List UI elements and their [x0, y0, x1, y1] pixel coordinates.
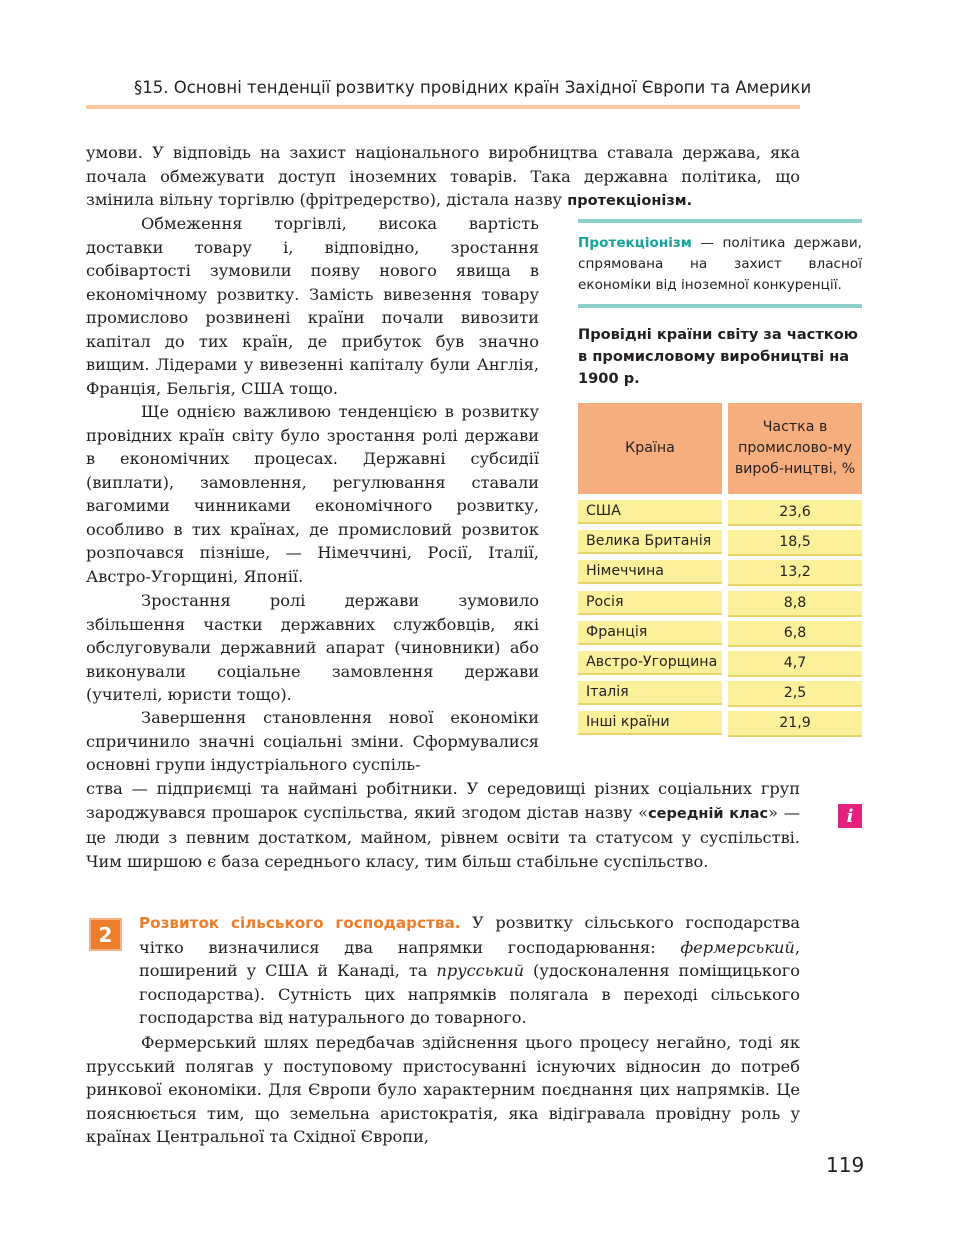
- table-cell-country: Велика Британія: [578, 530, 722, 554]
- info-icon: i: [838, 804, 862, 828]
- paragraph-farming-paths: Фермерський шлях передбачав здійснення цього процесу негайно, тоді як прусський полягав у поступовому пристосуванні існуючих відносин до потреб ринкової економіки. Для Європи було характерним поєднання цих напрямків. Це пояснюється тим, що земельна аристократія, яка відігравала провідну роль у країнах Центральної та Східної Європи,: [86, 1033, 800, 1146]
- table-cell-share: 4,7: [728, 651, 862, 677]
- table-row: [578, 621, 862, 646]
- table-cell-country: США: [578, 500, 722, 524]
- table-cell-country: Франція: [578, 621, 722, 645]
- paragraph-text: умови. У відповідь на захист національного виробництва ставала держава, яка почала обмежувати доступ іноземних товарів. Така державна політика, що змінила вільну торгівлю (фрітредерство), дістала назву: [86, 143, 800, 209]
- key-term-middle-class: середній клас: [648, 805, 769, 822]
- table-row: [578, 500, 862, 525]
- table-row: [578, 651, 862, 676]
- table-cell-share: 6,8: [728, 621, 862, 647]
- paragraph-social-changes: Завершення становлення нової економіки спричинило значні соціальні зміни. Сформувалися основні групи індустріального суспіль-: [86, 708, 539, 774]
- table-cell-country: Інші країни: [578, 711, 722, 735]
- paragraph-text: » — це люди з певним достатком, майном, рівнем освіти та статусом у суспільстві. Чим ширшою є база середнього класу, тим більш стабільне суспільство.: [86, 802, 800, 871]
- table-header-row: [578, 403, 862, 494]
- table-cell-country: Німеччина: [578, 560, 722, 584]
- definition-text: — політика держави, спрямована на захист власної економіки від іноземної конкуренції.: [578, 235, 862, 293]
- table-row: [578, 711, 862, 736]
- running-header: §15. Основні тенденції розвитку провідних країн Західної Європи та Америки: [134, 78, 812, 97]
- emphasis-prussian: прусський: [436, 961, 525, 980]
- paragraph-text: ства — підприємці та наймані робітники. У середовищі різних соціальних груп зароджувався прошарок суспільства, який згодом дістав назву «: [86, 779, 800, 822]
- paragraph-protectionism: [86, 141, 800, 214]
- table-cell-country: Австро-Угорщина: [578, 651, 722, 675]
- table-header-share: Частка в промислово-му вироб-ництві, %: [728, 403, 862, 494]
- industrial-share-table: [578, 403, 862, 742]
- table-cell-share: 23,6: [728, 500, 862, 526]
- paragraph-state-role: Ще однією важливою тенденцією в розвитку провідних країн світу було зростання ролі держави в економічних процесах. Державні субсидії (виплати), замовлення, регулювання ставали вагомими чинниками економічного розвитку, особливо в тих країнах, де промисловий розвиток розпочався пізніше, — Німеччині, Росії, Італії, Австро-Угорщині, Японії.: [86, 402, 539, 586]
- table-cell-country: Італія: [578, 681, 722, 705]
- table-row: [578, 591, 862, 616]
- paragraph-civil-servants: Зростання ролі держави зумовило збільшення частки державних службовців, які обслуговували державний апарат (чиновники) або виконували соціальне замовлення держави (учителі, юристи тощо).: [86, 591, 539, 704]
- definition-term: Протекціонізм: [578, 235, 692, 251]
- emphasis-farmer: фермерський: [680, 937, 795, 957]
- table-caption: Провідні країни світу за часткою в промисловому виробництві на 1900 р.: [578, 326, 858, 387]
- paragraph-text: У розвитку сільського господарства чітко визначилися два напрямки господарювання:: [139, 913, 800, 957]
- table-cell-share: 8,8: [728, 591, 862, 617]
- table-cell-share: 2,5: [728, 681, 862, 707]
- table-cell-country: Росія: [578, 591, 722, 615]
- table-cell-share: 18,5: [728, 530, 862, 556]
- paragraph-middle-class: [86, 777, 800, 873]
- page-number: 119: [826, 1153, 865, 1177]
- table-header-country: Країна: [578, 403, 722, 494]
- paragraph-text: (удосконалення поміщицького господарства). Сутність цих напрямків полягала в переході сільського господарства від натурального до товарного.: [139, 961, 800, 1027]
- table-cell-share: 13,2: [728, 560, 862, 586]
- table-row: [578, 560, 862, 585]
- paragraph-capital-export: Обмеження торгівлі, висока вартість доставки товару і, відповідно, зростання собівартості зумовили появу нового явища в економічному розвитку. Замість вивезення товару промислово розвинені країни почали вивозити капітал до тих країн, де прибуток був значно вищим. Лідерами у вивезенні капіталу були Англія, Франція, Бельгія, США тощо.: [86, 214, 539, 398]
- table-body: [578, 500, 862, 736]
- definition-box: [578, 219, 862, 308]
- paragraph-text: , поширений у США й Канаді, та: [139, 937, 800, 980]
- header-rule: [86, 105, 800, 109]
- section-2-intro: [139, 911, 800, 1030]
- table-row: [578, 530, 862, 555]
- key-term-protectionism: протекціонізм.: [567, 193, 693, 209]
- section-heading: Розвиток сільського господарства.: [139, 914, 461, 932]
- table-cell-share: 21,9: [728, 711, 862, 737]
- table-row: [578, 681, 862, 706]
- section-number-badge: 2: [89, 918, 122, 951]
